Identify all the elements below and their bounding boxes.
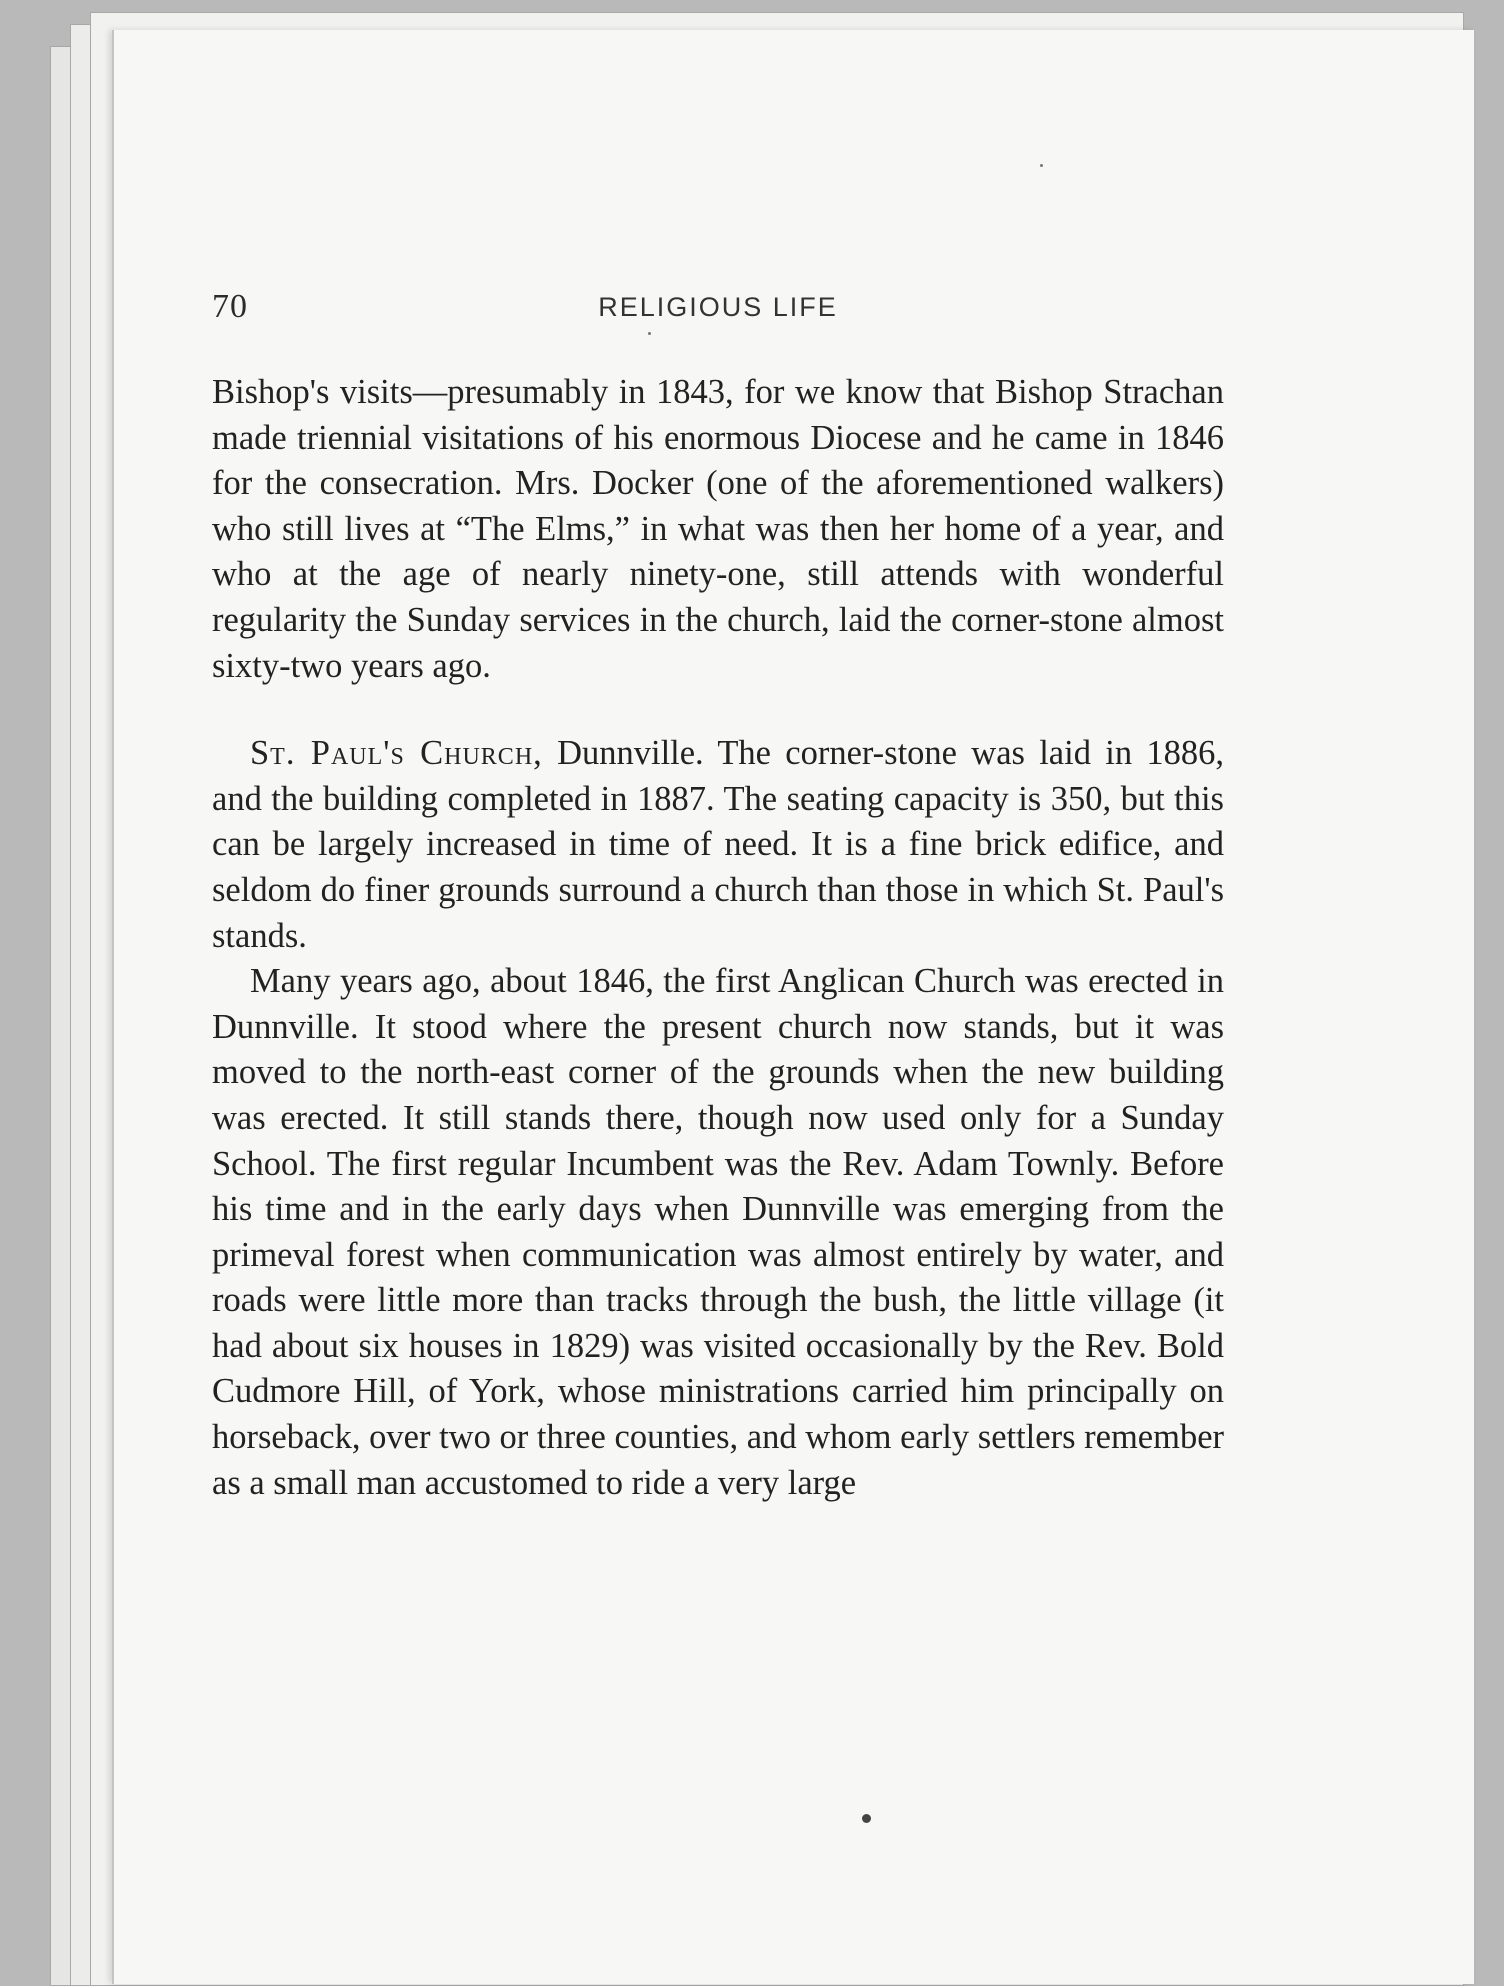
running-head: RELIGIOUS LIFE [598, 292, 838, 322]
paragraph: Bishop's visits—presumably in 1843, for we know that Bishop Strachan made triennial visitations of his enormous Diocese and he came in 1846 for the consecration. Mrs. Docker (one of the aforementioned walkers) who still lives at “The Elms,” in what was then her home of a year, and who at the age of nearly ninety-one, still attends with wonderful regularity the Sunday services in the church, laid the corner-stone almost sixty-two years ago. [212, 373, 1224, 685]
page-number: 70 [212, 288, 248, 325]
paragraph [212, 731, 1224, 959]
page-header [212, 258, 1224, 325]
paragraph-text: Dunnville. The corner-stone was laid in 1886, and the building completed in 1887. The seating capacity is 350, but this can be largely increased in time of need. It is a fine brick edifice, and seldom do finer grounds surround a church than those in which St. Paul's stands. [212, 734, 1224, 955]
paragraph: Many years ago, about 1846, the first Anglican Church was erected in Dunnville. It stood where the present church now stands, but it was moved to the north-east corner of the grounds when the new building was erected. It still stands there, though now used only for a Sunday School. The first regular Incumbent was the Rev. Adam Townly. Before his time and in the early days when Dunnville was emerging from the primeval forest when communication was almost entirely by water, and roads were little more than tracks through the bush, the little village (it had about six houses in 1829) was visited occasionally by the Rev. Bold Cudmore Hill, of York, whose ministrations carried him principally on horseback, over two or three counties, and whom early settlers remember as a small man accustomed to ride a very large [212, 962, 1224, 1502]
paper-speck [648, 332, 651, 335]
paragraph-lead-small-caps: St. Paul's Church, [250, 734, 543, 773]
paragraph-gap [212, 689, 1224, 731]
paper-speck [1040, 164, 1043, 167]
ink-dot [862, 1814, 871, 1823]
page-body [212, 370, 1224, 1506]
